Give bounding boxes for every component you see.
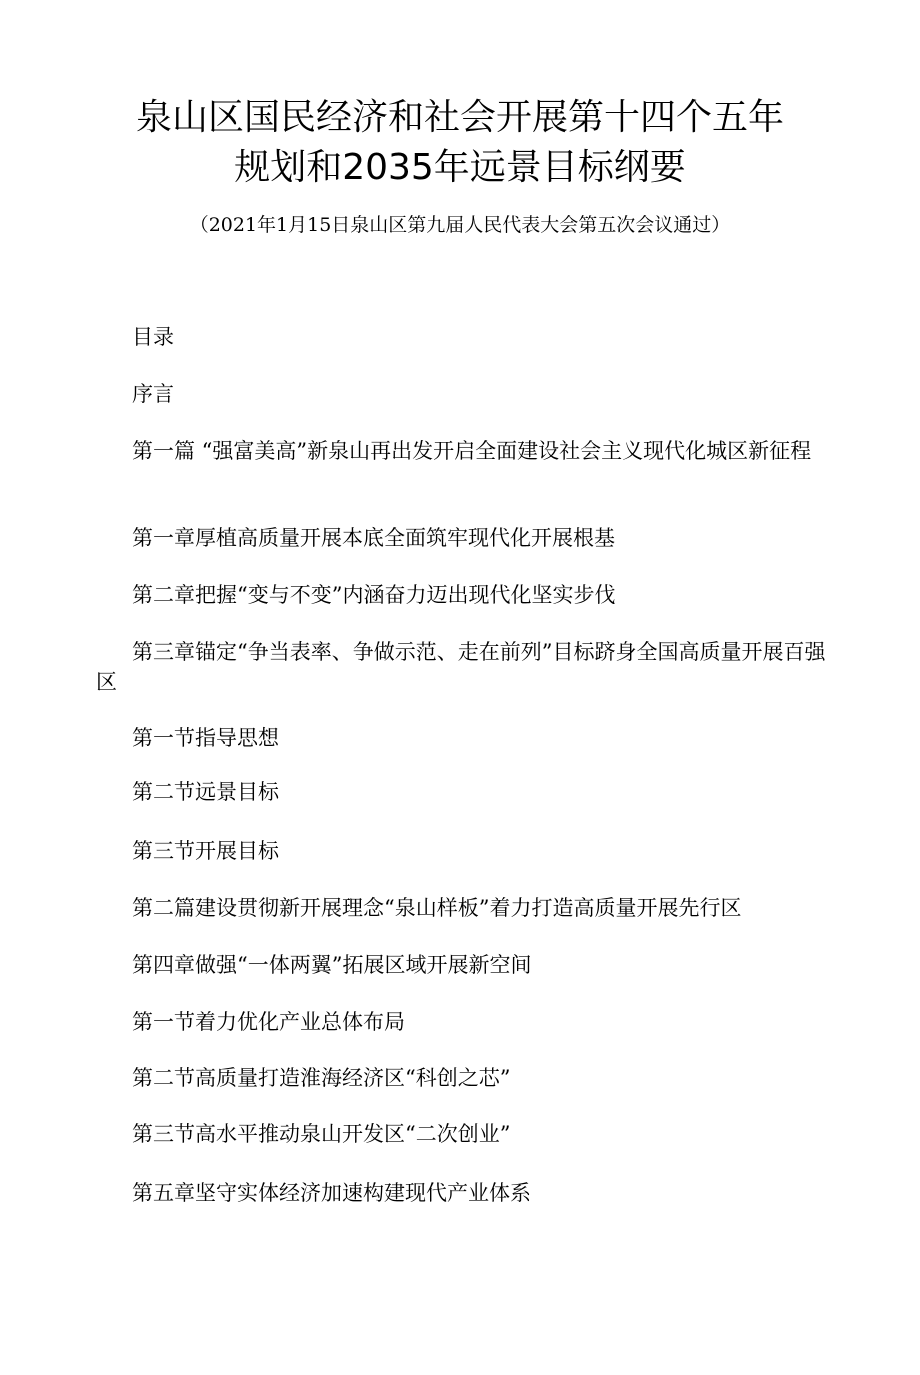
- toc-item-section-1-1: 第一节指导思想: [132, 726, 279, 750]
- toc-item-section-4-2: 第二节高质量打造淮海经济区“科创之芯”: [132, 1066, 511, 1090]
- toc-heading: 目录: [132, 325, 174, 349]
- document-title-line-2: 规划和2035年远景目标纲要: [234, 147, 686, 188]
- toc-item-section-1-2: 第二节远景目标: [132, 780, 279, 804]
- toc-item-chapter-2: 第二章把握“变与不变”内涵奋力迈出现代化坚实步伐: [132, 583, 616, 607]
- toc-item-section-4-1: 第一节着力优化产业总体布局: [132, 1010, 405, 1034]
- toc-item-chapter-5: 第五章坚守实体经济加速构建现代产业体系: [132, 1181, 531, 1205]
- toc-item-section-4-3: 第三节高水平推动泉山开发区“二次创业”: [132, 1122, 511, 1146]
- toc-item-chapter-4: 第四章做强“一体两翼”拓展区域开展新空间: [132, 953, 532, 977]
- toc-item-part-2: 第二篇建设贯彻新开展理念“泉山样板”着力打造高质量开展先行区: [132, 896, 742, 920]
- document-subtitle: （2021年1月15日泉山区第九届人民代表大会第五次会议通过）: [189, 214, 731, 236]
- toc-item-part-1: 第一篇 “强富美高”新泉山再出发开启全面建设社会主义现代化城区新征程: [132, 439, 812, 463]
- toc-item-chapter-3: 第三章锚定“争当表率、争做示范、走在前列”目标跻身全国高质量开展百强区: [96, 640, 826, 694]
- toc-item-section-1-3: 第三节开展目标: [132, 839, 279, 863]
- document-title-line-1: 泉山区国民经济和社会开展第十四个五年: [135, 97, 784, 138]
- toc-item-chapter-1: 第一章厚植高质量开展本底全面筑牢现代化开展根基: [132, 526, 615, 550]
- toc-item-preface: 序言: [132, 382, 174, 406]
